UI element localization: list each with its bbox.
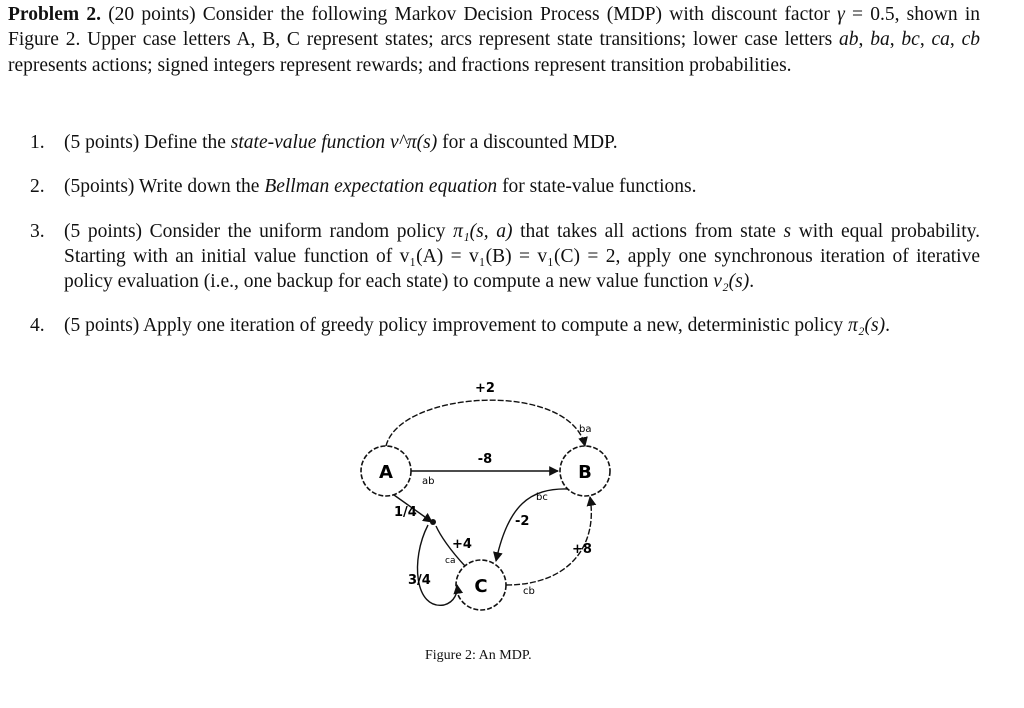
action-label-ab: ab — [422, 476, 435, 487]
chance-dot — [430, 519, 436, 525]
state-B-label: B — [578, 462, 592, 483]
intro-text-3: represents actions; signed integers represent rewards; and fractions represent transition probabilities. — [8, 54, 792, 76]
question-text: for state-value functions. — [497, 176, 697, 198]
action-ab: ab — [839, 29, 859, 51]
arc-cb — [506, 497, 591, 585]
action-label-ba: ba — [579, 424, 592, 435]
action-label-cb: cb — [523, 586, 535, 597]
reward-top: +2 — [475, 381, 495, 396]
math-pi1: π₁(s, a) — [453, 220, 513, 242]
reward-cb: +8 — [572, 542, 592, 557]
problem-label: Problem 2. — [8, 4, 101, 25]
question-text: that takes all actions from state — [512, 220, 784, 242]
sep: , — [858, 29, 871, 51]
problem-points: (20 points) — [108, 4, 196, 25]
question-list — [30, 130, 980, 339]
action-ba: ba — [870, 29, 890, 51]
state-A-label: A — [379, 462, 393, 483]
sep: , — [919, 29, 932, 51]
prob-3-4: 3/4 — [408, 573, 431, 588]
gamma-symbol: γ — [837, 4, 845, 25]
action-cb: cb — [961, 29, 981, 51]
question-number: 4. — [30, 315, 45, 337]
sep: , — [949, 29, 962, 51]
problem-statement — [8, 2, 980, 78]
mdp-diagram — [340, 370, 640, 630]
question-number: 3. — [30, 220, 45, 242]
question-number: 1. — [30, 132, 45, 153]
sep: , — [889, 29, 902, 51]
question-text: (5 points) Consider the uniform random policy — [64, 220, 454, 242]
question-4 — [30, 313, 980, 338]
question-text: (5 points) Define the — [64, 132, 231, 153]
question-1 — [30, 130, 980, 155]
arc-bc — [496, 489, 568, 561]
arc-top — [386, 400, 585, 446]
question-3 — [30, 219, 980, 295]
action-label-ca: ca — [445, 556, 456, 566]
reward-ab: -8 — [477, 452, 493, 467]
question-emphasis: state-value function — [230, 132, 386, 153]
figure-caption: Figure 2: An MDP. — [425, 648, 532, 663]
math-v-pi: v^π(s) — [385, 132, 443, 153]
question-text: . — [749, 271, 755, 293]
math-s: s — [783, 220, 792, 242]
question-text: . — [885, 315, 890, 337]
question-text: with equal probability. Starting with an initial value function of v₁(A) = v₁(B) = v₁(C) = 2, apply one synchronous iteration of iterative policy evaluation (i.e., one backup for each state) to compute a new value function — [64, 220, 981, 293]
question-2 — [30, 174, 980, 199]
question-text: (5points) Write down the — [64, 176, 265, 198]
reward-ca: +4 — [452, 537, 472, 552]
reward-bc: -2 — [515, 514, 530, 529]
action-bc: bc — [901, 29, 920, 51]
prob-1-4: 1/4 — [394, 505, 417, 520]
action-ca: ca — [931, 29, 950, 51]
question-text: (5 points) Apply one iteration of greedy policy improvement to compute a new, deterministic policy — [64, 315, 848, 337]
math-pi2: π₂(s) — [847, 315, 886, 337]
intro-text-2: = 0.5, shown in Figure 2. Upper case letters A, B, C represent states; arcs represent state transitions; lower case letters — [8, 4, 980, 51]
question-emphasis: Bellman expectation equation — [264, 176, 498, 198]
intro-text-1: Consider the following Markov Decision Process (MDP) with discount factor — [202, 4, 838, 25]
state-C-label: C — [474, 576, 488, 597]
action-label-bc: bc — [536, 492, 548, 503]
question-number: 2. — [30, 176, 45, 198]
math-v2: v₂(s) — [713, 271, 750, 293]
question-text: for a discounted MDP. — [442, 132, 618, 153]
